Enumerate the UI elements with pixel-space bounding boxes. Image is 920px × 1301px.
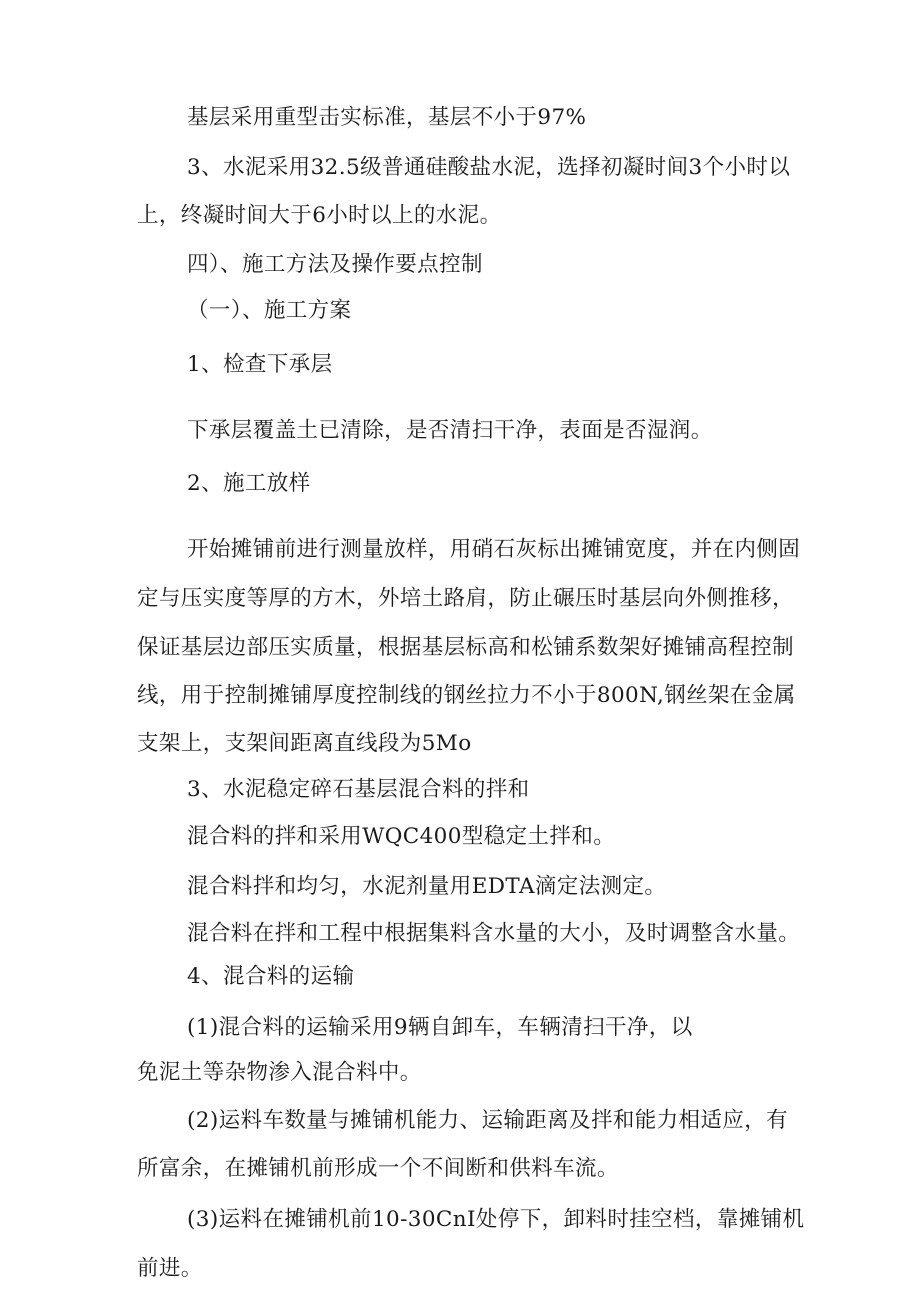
text-line: 开始摊铺前进行测量放样，用硝石灰标出摊铺宽度，并在内侧固 xyxy=(187,537,801,562)
text-line: 保证基层边部压实质量，根据基层标高和松铺系数架好摊铺高程控制 xyxy=(137,635,795,660)
text-line: 下承层覆盖土已清除，是否清扫干净，表面是否湿润。 xyxy=(187,418,713,443)
section-heading: 2、施工放样 xyxy=(187,471,311,496)
text-line: 上，终凝时间大于6小时以上的水泥。 xyxy=(137,203,502,228)
text-line: (1)混合料的运输采用9辆自卸车，车辆清扫干净，以 xyxy=(187,1015,693,1040)
section-heading: 四）、施工方法及操作要点控制 xyxy=(187,252,483,277)
section-heading: 4、混合料的运输 xyxy=(187,964,355,989)
text-line: 3、水泥采用32.5级普通硅酸盐水泥，选择初凝时间3个小时以 xyxy=(187,155,791,180)
text-line: 线，用于控制摊铺厚度控制线的钢丝拉力不小于800N,钢丝架在金属 xyxy=(137,683,796,708)
section-heading: （一）、施工方案 xyxy=(187,298,352,323)
section-heading: 3、水泥稳定碎石基层混合料的拌和 xyxy=(187,777,530,802)
text-line: 定与压实度等厚的方木，外培土路肩，防止碾压时基层向外侧推移， xyxy=(137,586,795,611)
text-line: 混合料的拌和采用WQC400型稳定土拌和。 xyxy=(187,824,616,849)
text-line: 基层采用重型击实标准，基层不小于97% xyxy=(187,105,587,130)
text-line: (3)运料在摊铺机前10-30CnI处停下，卸料时挂空档，靠摊铺机 xyxy=(187,1207,805,1232)
text-line: 混合料在拌和工程中根据集料含水量的大小，及时调整含水量。 xyxy=(187,921,801,946)
text-line: 所富余，在摊铺机前形成一个不间断和供料车流。 xyxy=(137,1156,619,1181)
text-line: 混合料拌和均匀，水泥剂量用EDTA滴定法测定。 xyxy=(187,874,667,899)
section-heading: 1、检查下承层 xyxy=(187,352,333,377)
text-line: 支架上，支架间距离直线段为5Mo xyxy=(137,731,472,756)
text-line: (2)运料车数量与摊铺机能力、运输距离及拌和能力相适应，有 xyxy=(187,1108,789,1133)
text-line: 前进。 xyxy=(137,1256,203,1281)
text-line: 免泥土等杂物渗入混合料中。 xyxy=(137,1060,422,1085)
